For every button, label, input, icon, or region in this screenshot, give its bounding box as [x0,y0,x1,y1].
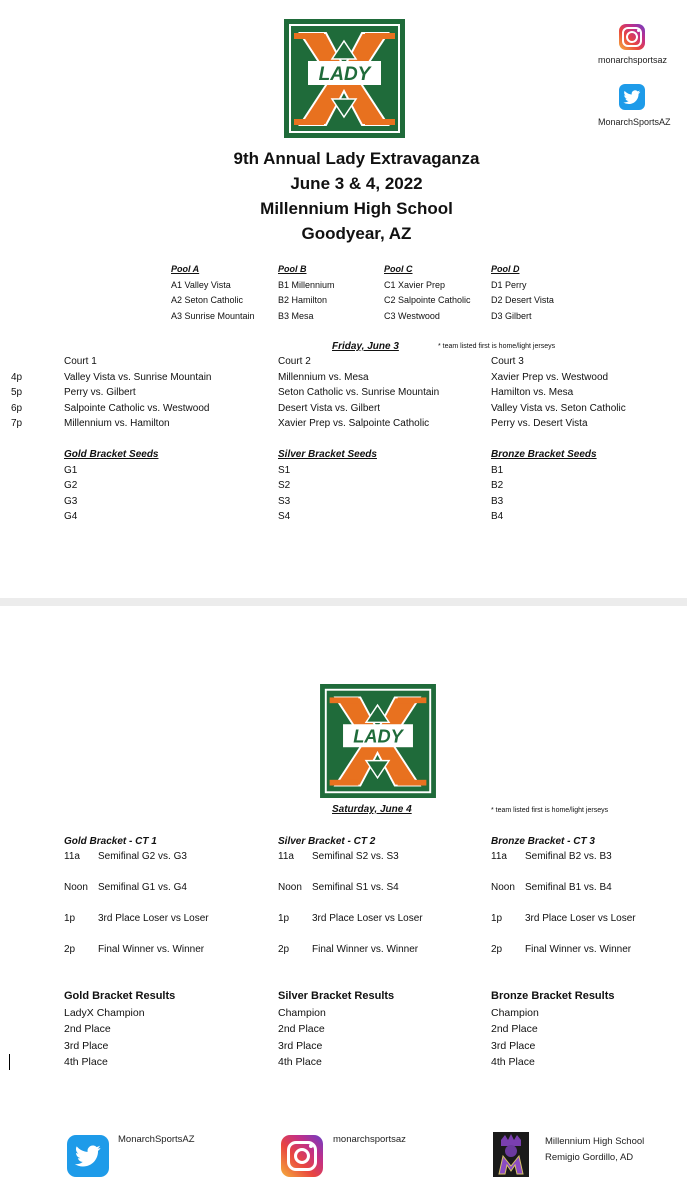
game-court-1: Salpointe Catholic vs. Westwood [64,403,210,414]
saturday-heading: Saturday, June 4 [332,804,412,815]
footer-twitter-handle: MonarchSportsAZ [118,1134,195,1145]
lady-x-logo [320,684,436,798]
bronze-bracket: Bronze Bracket - CT 3 11a Semifinal B2 vs. B3 Noon Semifinal B1 vs. B4 1p 3rd Place Loser vs Loser 2p Final Winner vs. Winner [491,836,636,955]
twitter-icon [619,84,645,110]
bronze-results: Bronze Bracket Results Champion 2nd Place 3rd Place 4th Place [491,990,615,1068]
silver-seeds: Silver Bracket Seeds S1 S2 S3 S4 [278,449,377,522]
event-venue: Millennium High School [260,199,453,218]
game-court-1: Millennium vs. Hamilton [64,418,170,429]
court-2-header: Court 2 [278,356,311,367]
game-court-3: Perry vs. Desert Vista [491,418,588,429]
friday-heading: Friday, June 3 [332,341,399,352]
game-court-3: Hamilton vs. Mesa [491,387,574,398]
text-cursor [9,1054,10,1070]
monarch-mascot-logo [493,1132,529,1177]
gold-results: Gold Bracket Results LadyX Champion 2nd Place 3rd Place 4th Place [64,990,176,1068]
game-court-2: Seton Catholic vs. Sunrise Mountain [278,387,440,398]
event-city: Goodyear, AZ [301,224,412,243]
game-court-3: Valley Vista vs. Seton Catholic [491,403,626,414]
instagram-icon[interactable] [281,1135,323,1177]
event-title: 9th Annual Lady Extravaganza [233,149,480,168]
game-time: 7p [11,418,23,429]
game-time: 5p [11,387,23,398]
logo-word: LADY [318,64,371,85]
silver-bracket: Silver Bracket - CT 2 11a Semifinal S2 vs. S3 Noon Semifinal S1 vs. S4 1p 3rd Place Loser vs Loser 2p Final Winner vs. Winner [278,836,423,955]
game-court-2: Desert Vista vs. Gilbert [278,403,381,414]
pool-c: Pool C C1 Xavier Prep C2 Salpointe Catholic C3 Westwood [384,264,471,321]
twitter-handle: MonarchSportsAZ [598,117,671,127]
bronze-seeds: Bronze Bracket Seeds B1 B2 B3 B4 [491,449,597,522]
pool-d: Pool D D1 Perry D2 Desert Vista D3 Gilbert [491,264,554,321]
game-time: 6p [11,403,23,414]
court-3-header: Court 3 [491,356,524,367]
instagram-icon [619,24,645,50]
jersey-note: * team listed first is home/light jerseys [491,807,609,814]
game-court-3: Xavier Prep vs. Westwood [491,372,609,383]
logo-word: LADY [353,726,403,747]
event-dates: June 3 & 4, 2022 [290,174,423,193]
twitter-link[interactable] [619,84,645,110]
silver-results: Silver Bracket Results Champion 2nd Place 3rd Place 4th Place [278,990,395,1068]
schedule-page-2 [0,606,687,1200]
lady-x-logo [284,19,405,138]
court-1-header: Court 1 [64,356,97,367]
twitter-icon[interactable] [67,1135,109,1177]
game-court-1: Perry vs. Gilbert [64,387,136,398]
game-court-1: Valley Vista vs. Sunrise Mountain [64,372,212,383]
schedule-page-1 [0,0,687,598]
instagram-link[interactable] [619,24,645,50]
school-info: Millennium High School Remigio Gordillo, AD [545,1136,645,1163]
pool-a: Pool A A1 Valley Vista A2 Seton Catholic A3 Sunrise Mountain [171,264,255,321]
instagram-handle: monarchsportsaz [598,55,668,65]
pool-b: Pool B B1 Millennium B2 Hamilton B3 Mesa [278,264,335,321]
footer-instagram-handle: monarchsportsaz [333,1134,406,1145]
game-time: 4p [11,372,23,383]
jersey-note: * team listed first is home/light jerseys [438,343,556,350]
gold-bracket: Gold Bracket - CT 1 11a Semifinal G2 vs. G3 Noon Semifinal G1 vs. G4 1p 3rd Place Loser vs Loser 2p Final Winner vs. Winner [64,836,209,955]
gold-seeds: Gold Bracket Seeds G1 G2 G3 G4 [64,449,159,522]
game-court-2: Millennium vs. Mesa [278,372,369,383]
game-court-2: Xavier Prep vs. Salpointe Catholic [278,418,430,429]
